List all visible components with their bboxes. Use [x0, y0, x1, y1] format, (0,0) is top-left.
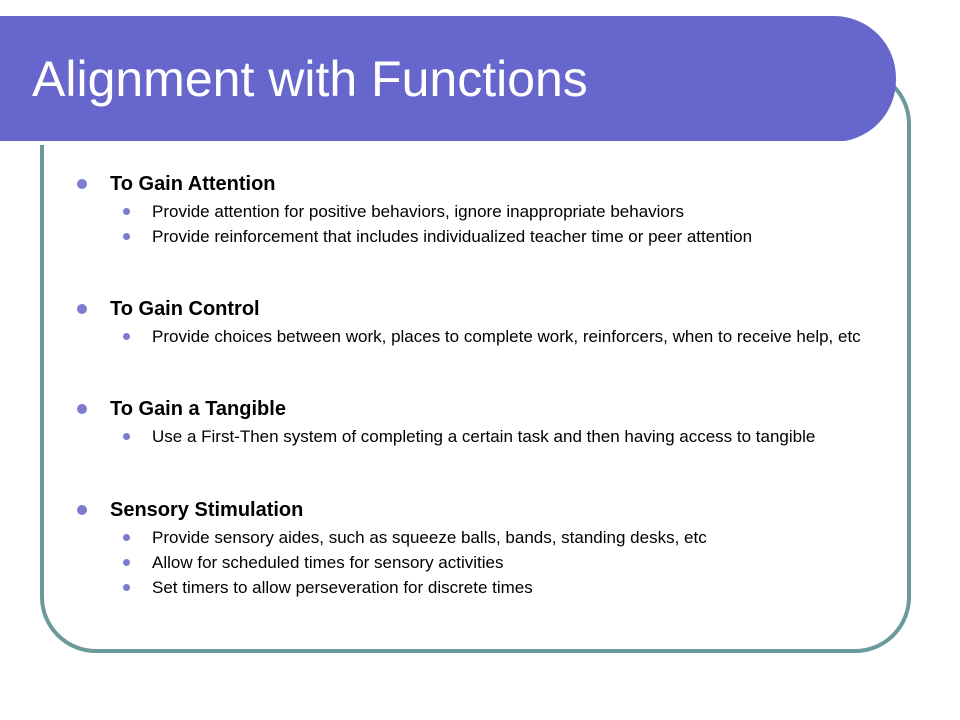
- sub-bullet-icon: [123, 534, 130, 541]
- section-heading: To Gain Attention: [110, 173, 276, 195]
- sub-bullet-icon: [123, 433, 130, 440]
- sub-bullet-icon: [123, 208, 130, 215]
- sub-bullet-icon: [123, 233, 130, 240]
- section-heading: Sensory Stimulation: [110, 499, 304, 521]
- list-item: Provide sensory aides, such as squeeze balls, bands, standing desks, etc: [152, 528, 707, 547]
- list-item: Provide attention for positive behaviors, ignore inappropriate behaviors: [152, 202, 685, 221]
- list-item: Provide choices between work, places to complete work, reinforcers, when to receive help, etc: [152, 327, 861, 346]
- list-item: Use a First-Then system of completing a certain task and then having access to tangible: [152, 427, 816, 446]
- bullet-icon: [77, 404, 87, 414]
- sub-bullet-icon: [123, 333, 130, 340]
- list-item: Set timers to allow perseveration for discrete times: [152, 578, 533, 597]
- section-heading: To Gain a Tangible: [110, 398, 286, 420]
- section-heading: To Gain Control: [110, 298, 260, 320]
- slide-title: Alignment with Functions: [32, 51, 588, 107]
- sub-bullet-icon: [123, 559, 130, 566]
- list-item: Allow for scheduled times for sensory activities: [152, 553, 504, 572]
- bullet-icon: [77, 179, 87, 189]
- sub-bullet-icon: [123, 584, 130, 591]
- bullet-icon: [77, 505, 87, 515]
- list-item: Provide reinforcement that includes individualized teacher time or peer attention: [152, 227, 753, 246]
- bullet-icon: [77, 304, 87, 314]
